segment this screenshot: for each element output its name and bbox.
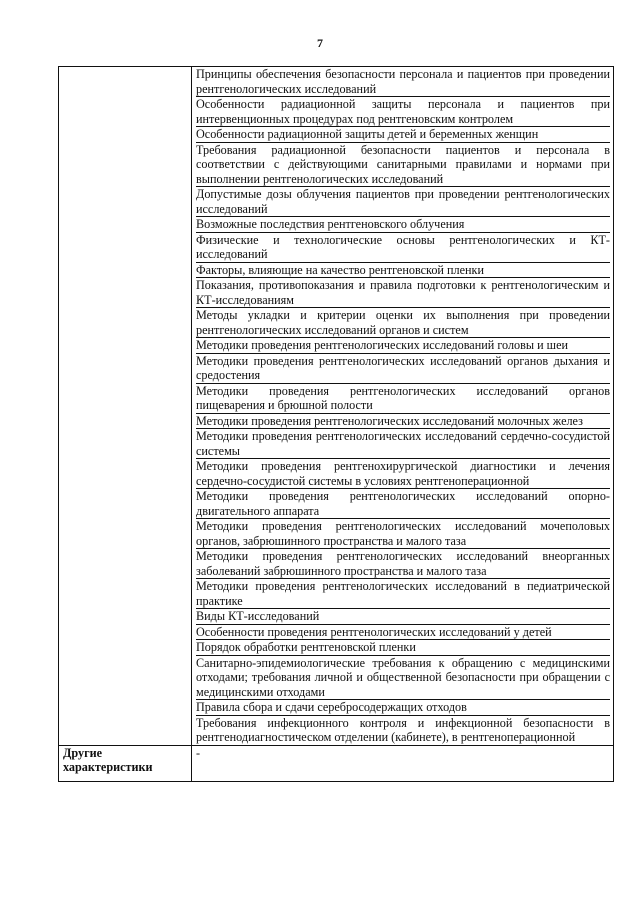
- list-item: Санитарно-эпидемиологические требования к обращению с медицинскими отходами; требования личной и общественной безопасности при обращении с медицинскими отходами: [196, 655, 610, 699]
- list-item: Показания, противопоказания и правила подготовки к рентгенологическим и КТ-исследованиям: [196, 278, 610, 307]
- requirements-table: [58, 66, 614, 782]
- page-number: 7: [317, 36, 323, 50]
- table-row: [59, 745, 614, 781]
- list-item: Методики проведения рентгенологических исследований в педиатрической практике: [196, 579, 610, 608]
- list-item: Особенности проведения рентгенологических исследований у детей: [196, 625, 610, 641]
- list-item: Факторы, влияющие на качество рентгеновской пленки: [196, 263, 610, 279]
- list-item: Методики проведения рентгенологических исследований сердечно-сосудистой системы: [196, 429, 610, 458]
- list-item: Методы укладки и критерии оценки их выполнения при проведении рентгенологических исследований органов и систем: [196, 308, 610, 337]
- list-item: Методики проведения рентгенологических исследований головы и шеи: [196, 338, 610, 354]
- list-item: Виды КТ-исследований: [196, 609, 610, 625]
- list-item: Принципы обеспечения безопасности персонала и пациентов при проведении рентгенологических исследований: [196, 67, 610, 96]
- other-characteristics-value: -: [192, 745, 614, 781]
- list-item: Методики проведения рентгенологических исследований внеорганных заболеваний забрюшинного пространства и малого таза: [196, 549, 610, 578]
- list-item: Методики проведения рентгенологических исследований мочеполовых органов, забрюшинного пространства и малого таза: [196, 519, 610, 548]
- list-item: Правила сбора и сдачи серебросодержащих отходов: [196, 700, 610, 716]
- knowledge-list-cell: [192, 67, 614, 746]
- list-item: Требования радиационной безопасности пациентов и персонала в соответствии с действующими санитарными правилами и нормами при выполнении рентгенологических исследований: [196, 142, 610, 186]
- empty-label-cell: [59, 67, 192, 746]
- other-characteristics-label: Другие характеристики: [59, 745, 192, 781]
- list-item: Физические и технологические основы рентгенологических и КТ-исследований: [196, 232, 610, 261]
- list-item: Порядок обработки рентгеновской пленки: [196, 640, 610, 656]
- list-item: Методики проведения рентгенологических исследований молочных желез: [196, 414, 610, 430]
- list-item: Методики проведения рентгенохирургической диагностики и лечения сердечно-сосудистой системы в условиях рентгеноперационной: [196, 459, 610, 488]
- table-row: [59, 67, 614, 746]
- list-item: Особенности радиационной защиты детей и беременных женщин: [196, 127, 610, 143]
- list-item: Методики проведения рентгенологических исследований опорно-двигательного аппарата: [196, 489, 610, 518]
- list-item: Методики проведения рентгенологических исследований органов дыхания и средостения: [196, 353, 610, 382]
- list-item: Возможные последствия рентгеновского облучения: [196, 217, 610, 233]
- list-item: Методики проведения рентгенологических исследований органов пищеварения и брюшной полости: [196, 383, 610, 412]
- list-item: Особенности радиационной защиты персонала и пациентов при интервенционных процедурах под рентгеновским контролем: [196, 97, 610, 126]
- list-item: Допустимые дозы облучения пациентов при проведении рентгенологических исследований: [196, 187, 610, 216]
- list-item: Требования инфекционного контроля и инфекционной безопасности в рентгенодиагностическом отделении (кабинете), в рентгеноперационной: [196, 715, 610, 744]
